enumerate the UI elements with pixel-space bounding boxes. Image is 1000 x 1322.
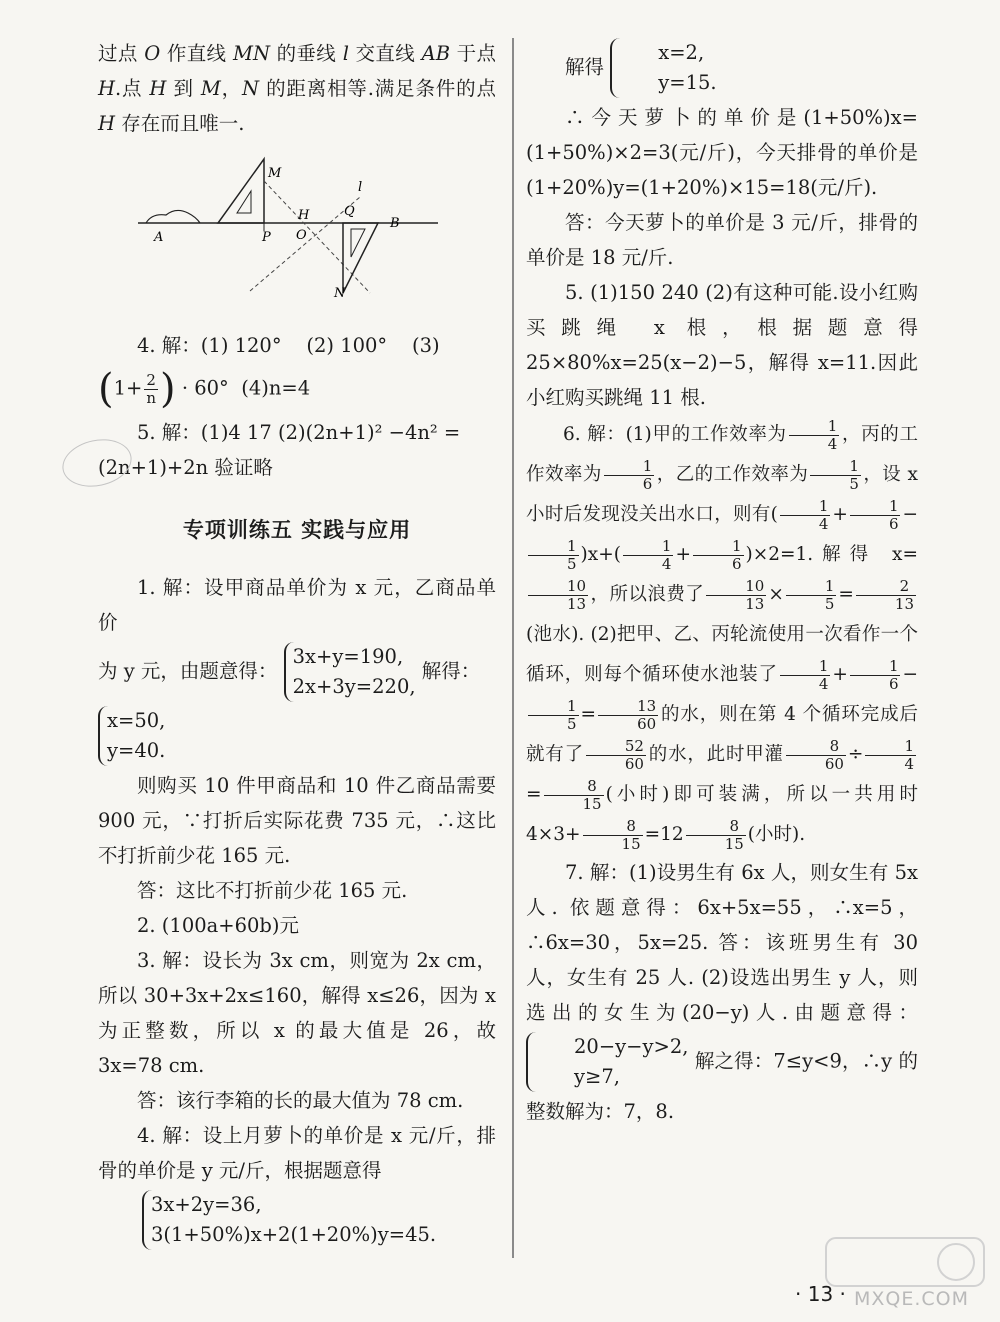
page-number: · 13 ·	[795, 1282, 846, 1306]
label-H: H	[298, 208, 310, 223]
right-column	[526, 36, 918, 1129]
s2-answer: 2. (100a+60b)元	[137, 914, 299, 937]
s4-solution: 解得 x=2, y=15.	[526, 36, 918, 100]
s1-system: 3x+y=190, 2x+3y=220,	[284, 642, 416, 702]
label-Q: Q	[344, 204, 355, 219]
q4-line2: (1+ $\frac{2}{n}$ ) · 60° (4)n=4	[98, 366, 311, 412]
left-column	[98, 36, 496, 1252]
q4-line1: 4. 解：(1) 120° (2) 100° (3)	[137, 334, 440, 357]
s5-text: 5. (1)150 240 (2)有这种可能.设小红购买跳绳 x 根，根据题意得 25×80%x=25(x−2)−5，解得 x=11.因此小红购买跳绳 11 根.	[526, 281, 918, 409]
s3-text: 3. 解：设长为 3x cm，则宽为 2x cm，所以 30+3x+2x≤160，解得 x≤26，因为 x 为正整数，所以 x 的最大值是 26，故 3x=78 cm.	[98, 949, 496, 1077]
s1-line1: 1. 解：设甲商品单价为 x 元，乙商品单价	[98, 576, 496, 634]
s1-text: 则购买 10 件甲商品和 10 件乙商品需要 900 元，∵打折后实际花费 735 元，∴这比不打折前少花 165 元.	[98, 774, 496, 867]
s3-answer: 答：该行李箱的长的最大值为 78 cm.	[137, 1089, 464, 1112]
label-O: O	[296, 228, 307, 243]
s1-result: x=50, y=40.	[98, 704, 496, 768]
s1-line2: 为 y 元，由题意得： 3x+y=190, 2x+3y=220, 解得：	[98, 640, 496, 704]
s7-system: 20−y−y>2, y≥7,	[526, 1032, 688, 1092]
watermark-text: MXQE.COM	[854, 1288, 970, 1310]
section-title: 专项训练五 实践与应用	[182, 518, 412, 542]
s4-system: 3x+2y=36, 3(1+50%)x+2(1+20%)y=45.	[142, 1188, 496, 1252]
s6-text: 6. 解：(1)甲的工作效率为 $\frac{1}{4}$ ，丙的工作效率为 $\frac{1}{6}$ ，乙的工作效率为 $\frac{1}{5}$ ，设 x 小时后发现没关出水口，则有( $\frac{1}{4}$ + $\frac{1}{6}$ − $\frac{1}{5}$ )x+( $\frac{1}{4}$ + $\frac{1}{6}$ )×2=1.解得 x= $\frac{10}{13}$ ，所以浪费了 $\frac{10}{13}$ × $\frac{1}{5}$ = $\frac{2}{13}$ (池水). (2)把甲、乙、丙轮流使用一次看作一个循环，则每个循环使水池装了 $\frac{1}{4}$ + $\frac{1}{6}$ − $\frac{1}{5}$ = $\frac{13}{60}$ 的水，则在第 4 个循环完成后就有了 $\frac{52}{60}$ 的水，此时甲灌 $\frac{8}{60}$ ÷ $\frac{1}{4}$ = $\frac{8}{15}$ (小时)即可装满，所以一共用时 4×3+ $\frac{8}{15}$ =12 $\frac{8}{15}$ (小时).	[526, 416, 918, 853]
intro-paragraph: 过点 O 作直线 MN 的垂线 l 交直线 AB 于点 H.点 H 到 M，N 的距离相等.满足条件的点 H 存在而且唯一.	[98, 42, 497, 135]
s4-text: 4. 解：设上月萝卜的单价是 x 元/斤，排骨的单价是 y 元/斤，根据题意得	[98, 1124, 496, 1182]
q5-line2: (2n+1)+2n 验证略	[98, 456, 273, 479]
s4-prices: ∴今天萝卜的单价是(1+50%)x=(1+50%)×2=3(元/斤)，今天排骨的单价是(1+20%)y=(1+20%)×15=18(元/斤).	[526, 106, 918, 199]
q5-line1: 5. 解：(1)4 17 (2)(2n+1)² −4n² =	[137, 421, 461, 444]
column-divider	[512, 38, 514, 1258]
s7-text: 7. 解：(1)设男生有 6x 人，则女生有 5x 人. 依题意得：6x+5x=55，∴x=5，∴6x=30，5x=25. 答：该班男生有 30 人，女生有 25 人. (2)设选出男生 y 人，则选出的女生为(20−y)人.由题意得： 20−y−y>2, y≥7, 解之得：7≤y<9，∴y 的整数解为：7，8.	[526, 861, 918, 1123]
label-N: N	[334, 286, 346, 301]
label-M: M	[268, 166, 282, 181]
label-A: A	[154, 230, 164, 245]
label-B: B	[390, 216, 400, 231]
s1-answer: 答：这比不打折前少花 165 元.	[137, 879, 408, 902]
geometry-diagram	[138, 151, 458, 301]
label-l: l	[358, 180, 363, 195]
s4-answer: 答：今天萝卜的单价是 3 元/斤，排骨的单价是 18 元/斤.	[526, 211, 918, 269]
label-P: P	[262, 230, 271, 245]
